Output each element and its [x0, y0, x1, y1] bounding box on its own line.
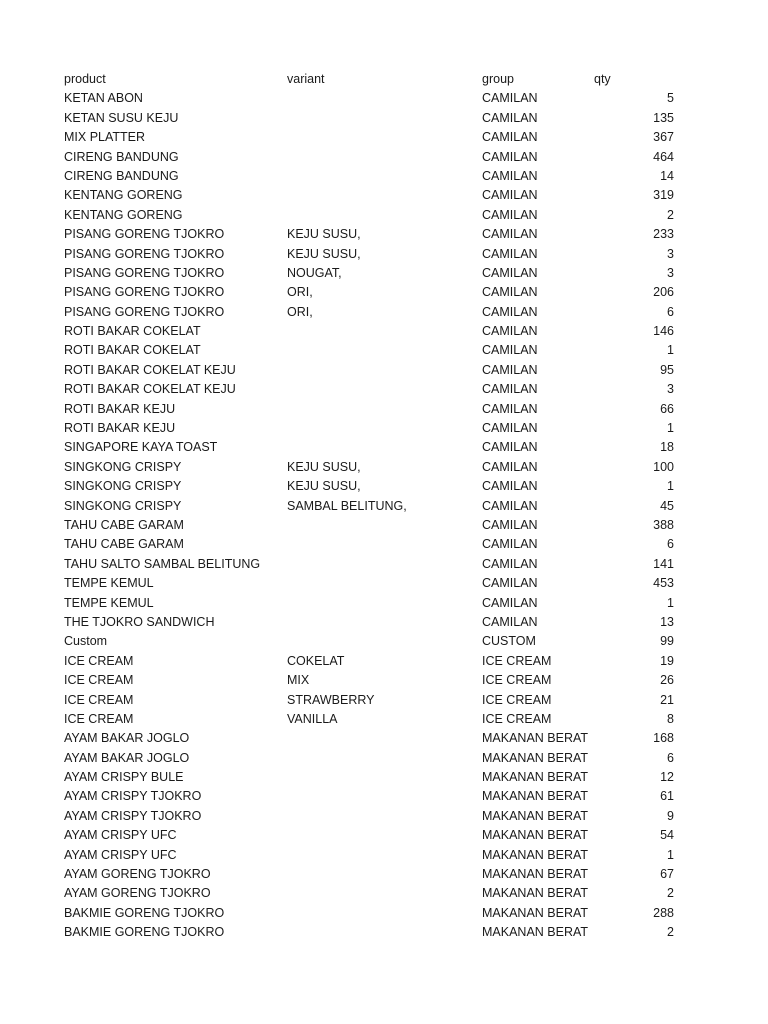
cell-group: CAMILAN [482, 130, 538, 145]
cell-qty: 19 [660, 653, 674, 668]
header-variant: variant [287, 72, 325, 86]
cell-product: KENTANG GORENG [64, 207, 183, 222]
cell-qty: 6 [667, 537, 674, 552]
cell-group: MAKANAN BERAT [482, 789, 589, 804]
cell-qty: 3 [667, 382, 674, 397]
cell-group: MAKANAN BERAT [482, 905, 589, 920]
table-row [64, 787, 684, 806]
cell-product: ICE CREAM [64, 692, 134, 707]
cell-group: ICE CREAM [482, 692, 552, 707]
table-row [64, 710, 684, 729]
cell-product: SINGKONG CRISPY [64, 479, 182, 494]
cell-qty: 12 [660, 770, 674, 785]
cell-product: CIRENG BANDUNG [64, 149, 179, 164]
cell-product: ROTI BAKAR COKELAT [64, 324, 201, 339]
cell-qty: 319 [653, 188, 674, 203]
cell-qty: 13 [660, 614, 674, 629]
cell-qty: 168 [653, 731, 674, 746]
table-row [64, 167, 684, 186]
cell-product: AYAM CRISPY TJOKRO [64, 808, 202, 823]
cell-product: CIRENG BANDUNG [64, 168, 179, 183]
table-row [64, 768, 684, 787]
cell-group: CAMILAN [482, 537, 538, 552]
table-row [64, 109, 684, 128]
cell-product: AYAM BAKAR JOGLO [64, 750, 190, 765]
cell-group: MAKANAN BERAT [482, 770, 589, 785]
cell-qty: 5 [667, 91, 674, 106]
table-row [64, 516, 684, 535]
cell-qty: 206 [653, 285, 674, 300]
cell-group: MAKANAN BERAT [482, 731, 589, 746]
cell-variant: KEJU SUSU, [287, 246, 361, 261]
table-row [64, 148, 684, 167]
table-row [64, 884, 684, 903]
cell-group: CAMILAN [482, 614, 538, 629]
table-row [64, 846, 684, 865]
cell-qty: 1 [667, 343, 674, 358]
table-row [64, 555, 684, 574]
table-row [64, 807, 684, 826]
table-row [64, 380, 684, 399]
cell-group: CAMILAN [482, 576, 538, 591]
cell-group: CAMILAN [482, 207, 538, 222]
cell-group: CAMILAN [482, 265, 538, 280]
cell-product: ROTI BAKAR KEJU [64, 401, 176, 416]
cell-group: MAKANAN BERAT [482, 808, 589, 823]
cell-group: CAMILAN [482, 382, 538, 397]
cell-qty: 61 [660, 789, 674, 804]
cell-group: ICE CREAM [482, 711, 552, 726]
cell-product: ROTI BAKAR COKELAT KEJU [64, 382, 236, 397]
table-row [64, 245, 684, 264]
cell-group: CAMILAN [482, 479, 538, 494]
cell-qty: 9 [667, 808, 674, 823]
cell-qty: 95 [660, 362, 674, 377]
cell-group: CAMILAN [482, 440, 538, 455]
header-qty: qty [594, 72, 611, 86]
table-row [64, 438, 684, 457]
cell-qty: 8 [667, 711, 674, 726]
table-row [64, 341, 684, 360]
table-row [64, 574, 684, 593]
table-row [64, 361, 684, 380]
cell-group: MAKANAN BERAT [482, 886, 589, 901]
cell-qty: 146 [653, 324, 674, 339]
cell-product: MIX PLATTER [64, 130, 146, 145]
table-row [64, 652, 684, 671]
cell-group: ICE CREAM [482, 653, 552, 668]
cell-group: CAMILAN [482, 149, 538, 164]
cell-product: ICE CREAM [64, 653, 134, 668]
cell-qty: 464 [653, 149, 674, 164]
cell-group: CAMILAN [482, 401, 538, 416]
cell-qty: 288 [653, 905, 674, 920]
cell-qty: 3 [667, 246, 674, 261]
table-row [64, 458, 684, 477]
cell-group: CAMILAN [482, 459, 538, 474]
table-row [64, 729, 684, 748]
cell-product: TEMPE KEMUL [64, 576, 154, 591]
cell-qty: 45 [660, 498, 674, 513]
cell-qty: 233 [653, 227, 674, 242]
cell-group: MAKANAN BERAT [482, 925, 589, 940]
cell-qty: 6 [667, 304, 674, 319]
cell-product: ICE CREAM [64, 711, 134, 726]
cell-group: CAMILAN [482, 110, 538, 125]
cell-variant: KEJU SUSU, [287, 479, 361, 494]
cell-group: MAKANAN BERAT [482, 828, 589, 843]
table-row [64, 594, 684, 613]
table-row [64, 826, 684, 845]
cell-product: PISANG GORENG TJOKRO [64, 285, 225, 300]
cell-qty: 67 [660, 867, 674, 882]
cell-group: MAKANAN BERAT [482, 750, 589, 765]
cell-qty: 141 [653, 556, 674, 571]
table-row [64, 128, 684, 147]
cell-qty: 1 [667, 847, 674, 862]
cell-product: THE TJOKRO SANDWICH [64, 614, 215, 629]
table-row [64, 264, 684, 283]
cell-group: CAMILAN [482, 498, 538, 513]
cell-group: CAMILAN [482, 517, 538, 532]
cell-qty: 54 [660, 828, 674, 843]
cell-product: PISANG GORENG TJOKRO [64, 265, 225, 280]
table-row [64, 303, 684, 322]
cell-product: AYAM GORENG TJOKRO [64, 867, 211, 882]
cell-product: AYAM CRISPY UFC [64, 828, 177, 843]
cell-group: ICE CREAM [482, 673, 552, 688]
table-row [64, 400, 684, 419]
cell-variant: ORI, [287, 285, 313, 300]
table-row [64, 186, 684, 205]
cell-qty: 1 [667, 421, 674, 436]
cell-product: KETAN ABON [64, 91, 143, 106]
cell-group: CAMILAN [482, 595, 538, 610]
cell-product: BAKMIE GORENG TJOKRO [64, 905, 225, 920]
cell-qty: 135 [653, 110, 674, 125]
cell-group: CAMILAN [482, 246, 538, 261]
cell-qty: 1 [667, 479, 674, 494]
table-row [64, 497, 684, 516]
cell-product: SINGKONG CRISPY [64, 459, 182, 474]
cell-group: CAMILAN [482, 556, 538, 571]
cell-product: ROTI BAKAR KEJU [64, 421, 176, 436]
table-row [64, 749, 684, 768]
table-row [64, 671, 684, 690]
cell-variant: MIX [287, 673, 310, 688]
cell-qty: 2 [667, 207, 674, 222]
cell-variant: SAMBAL BELITUNG, [287, 498, 407, 513]
cell-product: TEMPE KEMUL [64, 595, 154, 610]
cell-group: CAMILAN [482, 188, 538, 203]
cell-product: SINGKONG CRISPY [64, 498, 182, 513]
cell-product: TAHU CABE GARAM [64, 537, 184, 552]
cell-product: KENTANG GORENG [64, 188, 183, 203]
cell-qty: 21 [660, 692, 674, 707]
cell-variant: KEJU SUSU, [287, 459, 361, 474]
cell-group: CAMILAN [482, 227, 538, 242]
cell-qty: 453 [653, 576, 674, 591]
cell-qty: 2 [667, 925, 674, 940]
cell-group: MAKANAN BERAT [482, 867, 589, 882]
cell-group: MAKANAN BERAT [482, 847, 589, 862]
cell-variant: STRAWBERRY [287, 692, 375, 707]
cell-qty: 6 [667, 750, 674, 765]
cell-qty: 3 [667, 265, 674, 280]
table-row [64, 923, 684, 942]
data-table [64, 70, 684, 943]
cell-product: ICE CREAM [64, 673, 134, 688]
cell-qty: 66 [660, 401, 674, 416]
cell-product: SINGAPORE KAYA TOAST [64, 440, 218, 455]
table-row [64, 613, 684, 632]
cell-qty: 18 [660, 440, 674, 455]
cell-product: PISANG GORENG TJOKRO [64, 227, 225, 242]
table-row [64, 283, 684, 302]
table-body [64, 89, 684, 942]
cell-product: AYAM GORENG TJOKRO [64, 886, 211, 901]
cell-group: CAMILAN [482, 285, 538, 300]
cell-variant: COKELAT [287, 653, 345, 668]
cell-product: KETAN SUSU KEJU [64, 110, 179, 125]
cell-group: CAMILAN [482, 343, 538, 358]
table-row [64, 904, 684, 923]
table-row [64, 206, 684, 225]
cell-group: CAMILAN [482, 421, 538, 436]
cell-qty: 1 [667, 595, 674, 610]
cell-product: TAHU CABE GARAM [64, 517, 184, 532]
table-row [64, 322, 684, 341]
table-row [64, 477, 684, 496]
cell-qty: 26 [660, 673, 674, 688]
cell-product: AYAM CRISPY BULE [64, 770, 184, 785]
header-product: product [64, 72, 106, 86]
cell-group: CAMILAN [482, 304, 538, 319]
cell-qty: 100 [653, 459, 674, 474]
cell-qty: 14 [660, 168, 674, 183]
cell-group: CAMILAN [482, 324, 538, 339]
cell-variant: ORI, [287, 304, 313, 319]
table-row [64, 691, 684, 710]
table-row [64, 419, 684, 438]
cell-product: ROTI BAKAR COKELAT KEJU [64, 362, 236, 377]
cell-qty: 99 [660, 634, 674, 649]
cell-variant: KEJU SUSU, [287, 227, 361, 242]
table-row [64, 225, 684, 244]
table-header-row [64, 70, 684, 89]
cell-group: CAMILAN [482, 91, 538, 106]
cell-qty: 2 [667, 886, 674, 901]
cell-product: ROTI BAKAR COKELAT [64, 343, 201, 358]
cell-product: TAHU SALTO SAMBAL BELITUNG [64, 556, 261, 571]
cell-qty: 388 [653, 517, 674, 532]
cell-product: AYAM BAKAR JOGLO [64, 731, 190, 746]
header-group: group [482, 72, 514, 86]
cell-product: BAKMIE GORENG TJOKRO [64, 925, 225, 940]
cell-product: PISANG GORENG TJOKRO [64, 304, 225, 319]
cell-variant: VANILLA [287, 711, 338, 726]
table-row [64, 535, 684, 554]
cell-group: CAMILAN [482, 362, 538, 377]
cell-product: AYAM CRISPY TJOKRO [64, 789, 202, 804]
cell-product: PISANG GORENG TJOKRO [64, 246, 225, 261]
table-row [64, 865, 684, 884]
table-row [64, 89, 684, 108]
cell-group: CAMILAN [482, 168, 538, 183]
cell-product: Custom [64, 634, 108, 649]
cell-product: AYAM CRISPY UFC [64, 847, 177, 862]
cell-variant: NOUGAT, [287, 265, 342, 280]
table-row [64, 632, 684, 651]
cell-qty: 367 [653, 130, 674, 145]
cell-group: CUSTOM [482, 634, 536, 649]
